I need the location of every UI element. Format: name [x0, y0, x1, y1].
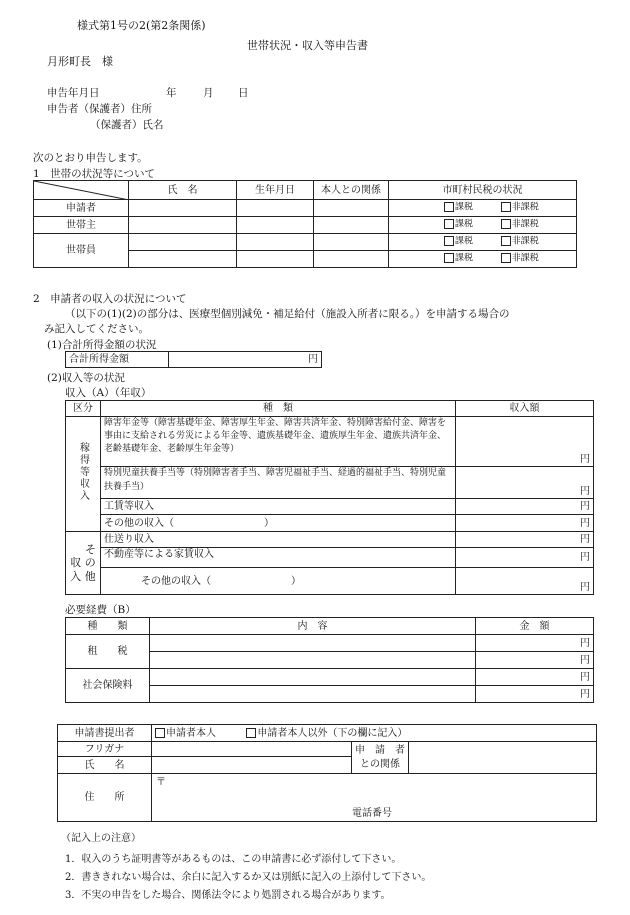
other-item-rent: 不動産等による家賃収入 — [101, 548, 456, 568]
note-1: 1．収入のうち証明書等があるものは、この申請書に必ず添付して下さい。 — [65, 854, 402, 865]
earned-item-allowance: 特別児童扶養手当等（特別障害者手当、障害児福祉手当、経過的福祉手当、特別児童扶養手当） — [101, 467, 456, 499]
name-label: 氏 名 — [58, 757, 152, 774]
income-label: 収入（A）（年収） — [65, 387, 152, 399]
day-label: 日 — [238, 87, 249, 99]
income-header-amount: 収入額 — [456, 401, 594, 417]
head-name-cell[interactable] — [129, 217, 237, 234]
checkbox[interactable] — [444, 202, 454, 212]
checkbox[interactable] — [444, 253, 454, 263]
note-3: 3．不実の申告をした場合、関係法令により処罰される場合があります。 — [65, 890, 391, 901]
total-income-value[interactable]: 円 — [169, 352, 322, 368]
head-tax-cell: 課税 非課税 — [389, 217, 577, 234]
earned-amount-wages[interactable]: 円 — [456, 499, 594, 515]
applicant-tax-cell: 課税 非課税 — [389, 200, 577, 217]
expense-header-type: 種 類 — [66, 618, 150, 635]
furigana-field[interactable] — [152, 742, 352, 757]
checkbox-other[interactable] — [246, 728, 256, 738]
address-label: 住 所 — [58, 774, 152, 822]
sub2-heading: (2)収入等の状況 — [47, 372, 125, 384]
section1-heading: 1 世帯の状況等について — [33, 168, 155, 180]
expense-tax-label: 租 税 — [66, 635, 150, 669]
income-header-category: 区分 — [66, 401, 101, 417]
checkbox[interactable] — [444, 236, 454, 246]
applicant-birth-cell[interactable] — [237, 200, 314, 217]
header-relation: 本人との関係 — [314, 181, 389, 200]
category-earned: 稼得等収入 — [66, 417, 101, 532]
expense-header-amount: 金 額 — [476, 618, 594, 635]
earned-amount-allowance[interactable]: 円 — [456, 467, 594, 499]
submitter-options — [152, 725, 597, 742]
other-amount-rent[interactable]: 円 — [456, 548, 594, 568]
other-amount-remittance[interactable]: 円 — [456, 532, 594, 548]
member2-tax-cell: 課税 非課税 — [389, 251, 577, 268]
expense-ins-content-2[interactable] — [150, 686, 476, 703]
note-2: 2．書ききれない場合は、余白に記入するか又は別紙に記入の上添付して下さい。 — [65, 872, 432, 883]
income-header-type: 種 類 — [101, 401, 456, 417]
member1-tax-cell: 課税 非課税 — [389, 234, 577, 251]
option-other-label: 申請者本人以外（下の欄に記入） — [257, 727, 408, 739]
member1-name-cell[interactable] — [129, 234, 237, 251]
expense-ins-amount-1[interactable]: 円 — [476, 669, 594, 686]
earned-item-pension: 障害年金等（障害基礎年金、障害厚生年金、障害共済年金、特別障害給付金、障害を事由に支給される労災による年金等、遺族基礎年金、遺族厚生年金、遺族共済年金、老齢基礎年金、老齢厚生年金等） — [101, 417, 456, 467]
year-label: 年 — [166, 87, 177, 99]
expense-tax-content-1[interactable] — [150, 635, 476, 652]
row-applicant: 申請者 — [34, 200, 129, 217]
header-birthdate: 生年月日 — [237, 181, 314, 200]
checkbox-self[interactable] — [155, 728, 165, 738]
section2-heading: 2 申請者の収入の状況について — [33, 293, 187, 305]
member2-birth-cell[interactable] — [237, 251, 314, 268]
relation-field[interactable] — [409, 742, 597, 774]
total-income-label: 合計所得金額 — [66, 352, 169, 368]
household-table — [33, 180, 577, 268]
member2-name-cell[interactable] — [129, 251, 237, 268]
name-field[interactable] — [152, 757, 352, 774]
expense-ins-amount-2[interactable]: 円 — [476, 686, 594, 703]
applicant-name-cell[interactable] — [129, 200, 237, 217]
phone-label: 電話番号 — [352, 808, 392, 819]
member2-relation-cell[interactable] — [314, 251, 389, 268]
earned-amount-other[interactable]: 円 — [456, 515, 594, 532]
category-other: そ 収 の 入 他 — [66, 532, 101, 595]
section2-note1: （以下の(1)(2)の部分は、医療型個別減免・補足給付（施設入所者に限る。）を申請する場合の — [65, 308, 510, 320]
checkbox[interactable] — [501, 202, 511, 212]
expense-ins-content-1[interactable] — [150, 669, 476, 686]
date-label: 申告年月日 — [47, 87, 100, 99]
postal-mark: 〒 — [156, 777, 166, 788]
month-label: 月 — [203, 87, 214, 99]
head-relation-cell[interactable] — [314, 217, 389, 234]
income-table — [65, 400, 594, 595]
earned-item-wages: 工賃等収入 — [101, 499, 456, 515]
earned-amount-pension[interactable]: 円 — [456, 417, 594, 467]
header-tax-status: 市町村民税の状況 — [389, 181, 577, 200]
other-item-other: その他の収入（ ） — [101, 568, 456, 595]
diagonal-cell — [34, 181, 129, 200]
member1-birth-cell[interactable] — [237, 234, 314, 251]
expense-tax-amount-2[interactable]: 円 — [476, 652, 594, 669]
other-item-remittance: 仕送り収入 — [101, 532, 456, 548]
checkbox[interactable] — [444, 219, 454, 229]
intro-text: 次のとおり申告します。 — [33, 152, 148, 164]
earned-item-other: その他の収入（ ） — [101, 515, 456, 532]
option-self-label: 申請者本人 — [166, 727, 216, 739]
head-birth-cell[interactable] — [237, 217, 314, 234]
expense-tax-content-2[interactable] — [150, 652, 476, 669]
total-income-table — [65, 351, 322, 368]
form-number: 様式第1号の2(第2条関係) — [77, 19, 206, 32]
row-members: 世帯員 — [34, 234, 129, 268]
submitter-label: 申請書提出者 — [58, 725, 152, 742]
expense-header-content: 内 容 — [150, 618, 476, 635]
applicant-address-label: 申告者（保護者）住所 — [47, 103, 152, 115]
member1-relation-cell[interactable] — [314, 234, 389, 251]
section2-note2: み記入してください。 — [44, 323, 149, 335]
applicant-name-label: （保護者）氏名 — [90, 119, 164, 131]
checkbox[interactable] — [501, 236, 511, 246]
other-amount-other[interactable]: 円 — [456, 568, 594, 595]
notes-heading: （記入上の注意） — [61, 833, 141, 844]
applicant-relation-cell[interactable] — [314, 200, 389, 217]
expense-label: 必要経費（B） — [65, 604, 136, 616]
checkbox[interactable] — [501, 253, 511, 263]
checkbox[interactable] — [501, 219, 511, 229]
furigana-label: フリガナ — [58, 742, 152, 757]
submitter-table — [57, 724, 597, 822]
form-title: 世帯状況・収入等申告書 — [247, 39, 368, 52]
addressee: 月形町長 様 — [47, 55, 113, 68]
expense-insurance-label: 社会保険料 — [66, 669, 150, 703]
address-field[interactable] — [152, 774, 597, 822]
expense-table — [65, 617, 594, 703]
relation-label: 申 請 者 との関係 — [352, 742, 409, 774]
header-name: 氏 名 — [129, 181, 237, 200]
diagonal-line-icon — [34, 181, 129, 200]
sub1-heading: (1)合計所得金額の状況 — [47, 339, 157, 351]
row-head: 世帯主 — [34, 217, 129, 234]
expense-tax-amount-1[interactable]: 円 — [476, 635, 594, 652]
